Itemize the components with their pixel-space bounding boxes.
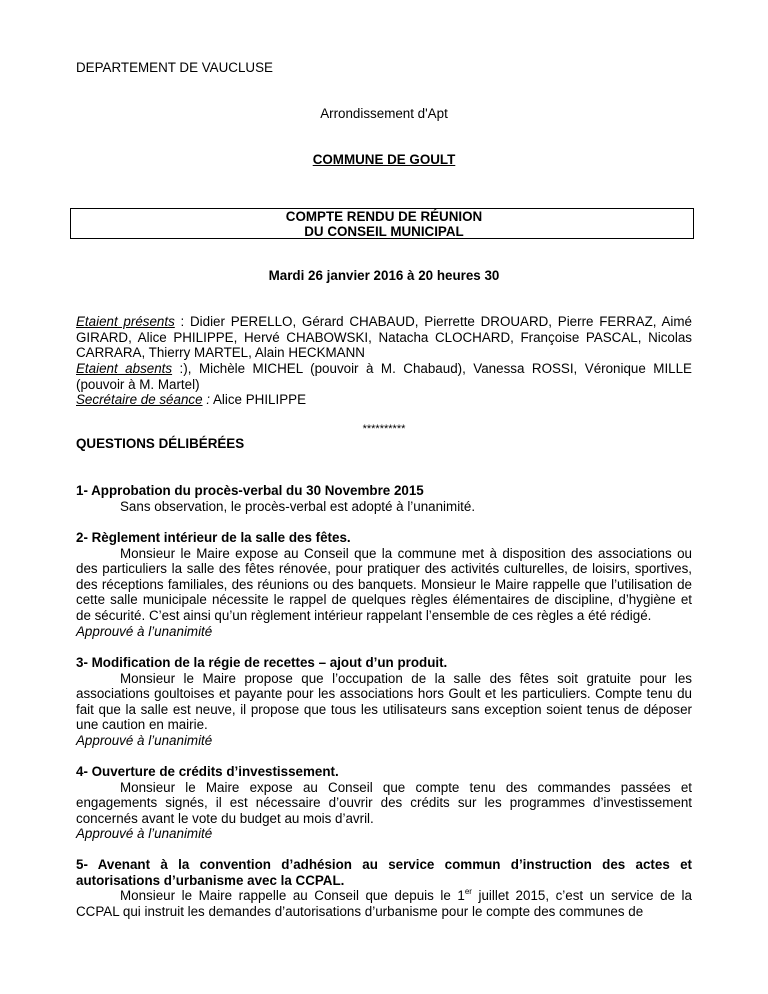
- item-5: [76, 857, 692, 919]
- item-body-part2: juillet 2015, c’est un service de la CCPAL qui instruit les demandes d’autorisations d’urbanisme pour le compte des communes de: [76, 888, 692, 919]
- separator-stars: **********: [362, 423, 406, 435]
- attendance-absent: [76, 361, 692, 392]
- item-title: 4- Ouverture de crédits d’investissement.: [76, 764, 339, 779]
- item-result: Approuvé à l’unanimité: [76, 732, 213, 748]
- secretary-name: Alice PHILIPPE: [210, 392, 307, 407]
- absent-list: :), Michèle MICHEL (pouvoir à M. Chabaud), Vanessa ROSSI, Véronique MILLE (pouvoir à M. Martel): [76, 361, 692, 392]
- item-body: Monsieur le Maire propose que l’occupation de la salle des fêtes soit gratuite pour les associations goultoises et payante pour les associations hors Goult et les particuliers. Compte tenu du fait que la salle est neuve, il propose que tous les utilisateurs sans exception soient tenus de déposer une caution en mairie.: [76, 670, 692, 733]
- secretary-sep: :: [202, 392, 210, 407]
- item-1: [76, 483, 692, 514]
- item-body: Monsieur le Maire expose au Conseil que la commune met à disposition des associations ou des particuliers la salle des fêtes rénovée, pour pratiquer des activités culturelles, de loisirs, sportives, des réceptions familiales, des réunions ou des banquets. Monsieur le Maire rappelle que l’utilisation de cette salle municipale nécessite le rappel de quelques règles élémentaires de discipline, d’hygiène et de sécurité. C’est ainsi qu’un règlement intérieur rappelant l’ensemble de ces règles a été rédigé.: [76, 545, 692, 623]
- item-result: Approuvé à l’unanimité: [76, 826, 213, 842]
- item-body-sup: er: [464, 887, 472, 897]
- meeting-date: Mardi 26 janvier 2016 à 20 heures 30: [268, 268, 500, 283]
- absent-label: Etaient absents: [76, 361, 173, 376]
- item-4: [76, 764, 692, 842]
- report-title-line2: DU CONSEIL MUNICIPAL: [304, 224, 464, 239]
- session-secretary: [76, 392, 692, 408]
- present-list: : Didier PERELLO, Gérard CHABAUD, Pierrette DROUARD, Pierre FERRAZ, Aimé GIRARD, Alice PHILIPPE, Hervé CHABOWSKI, Natacha CLOCHARD, Françoise PASCAL, Nicolas CARRARA, Thierry MARTEL, Alain HECKMANN: [76, 314, 693, 361]
- item-body-part1: Monsieur le Maire rappelle au Conseil que depuis le 1: [120, 888, 465, 904]
- department-header: DEPARTEMENT DE VAUCLUSE: [76, 60, 273, 75]
- item-body: Monsieur le Maire expose au Conseil que compte tenu des commandes passées et engagements signés, il est nécessaire d’ouvrir des crédits sur les programmes d’investissement concernés avant le vote du budget au mois d’avril.: [76, 779, 692, 826]
- section-heading: QUESTIONS DÉLIBÉRÉES: [76, 436, 245, 451]
- item-title: 2- Règlement intérieur de la salle des fêtes.: [76, 530, 351, 545]
- attendance-present: [76, 314, 692, 361]
- item-title: 5- Avenant à la convention d’adhésion au service commun d’instruction des actes et autorisations d’urbanisme avec la CCPAL.: [76, 857, 692, 888]
- arrondissement-label: Arrondissement d'Apt: [320, 106, 448, 121]
- item-body: Sans observation, le procès-verbal est adopté à l’unanimité.: [120, 498, 476, 514]
- item-result: Approuvé à l’unanimité: [76, 623, 213, 639]
- item-3: [76, 655, 692, 749]
- commune-title: COMMUNE DE GOULT: [312, 152, 456, 167]
- report-title-line1: COMPTE RENDU DE RÉUNION: [285, 209, 483, 224]
- secretary-label: Secrétaire de séance: [76, 392, 203, 407]
- item-title: 1- Approbation du procès-verbal du 30 Novembre 2015: [76, 483, 424, 498]
- present-label: Etaient présents: [76, 314, 175, 329]
- item-2: [76, 530, 692, 639]
- item-title: 3- Modification de la régie de recettes – ajout d’un produit.: [76, 655, 448, 670]
